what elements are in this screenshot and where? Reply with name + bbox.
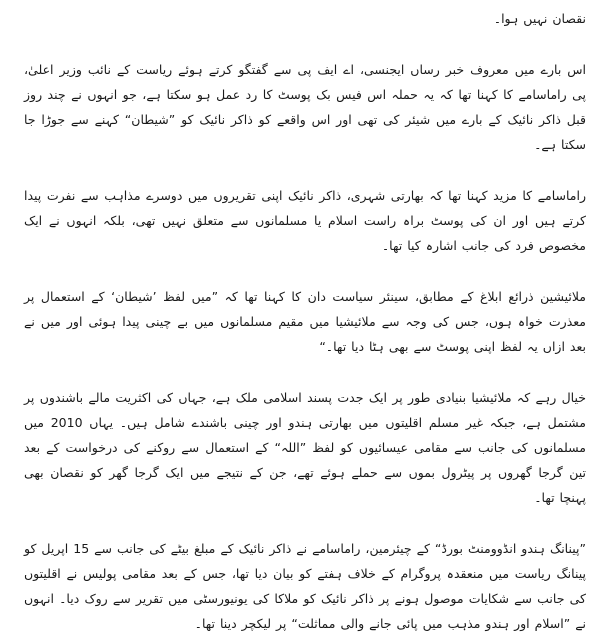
paragraph-gap bbox=[24, 157, 586, 183]
paragraph-3: راماسامے کا مزید کہنا تھا کہ بھارتی شہری، ذاکر نائیک اپنی تقریروں میں دوسرے مذاہب سے نفرت پیدا کرتے ہیں اور ان کی پوسٹ براہ راست اسلام یا مسلمانوں سے متعلق نہیں تھی، بلکہ انہوں نے ایک مخصوص فرد کی جانب اشارہ کیا تھا۔ bbox=[24, 188, 586, 253]
paragraph-gap bbox=[24, 510, 586, 536]
paragraph-1: نقصان نہیں ہوا۔ bbox=[493, 11, 586, 26]
paragraph-2: اس بارے میں معروف خبر رساں ایجنسی، اے ایف پی سے گفتگو کرتے ہوئے ریاست کے نائب وزیر اعلیٰ، پی راماسامے کا کہنا تھا کہ یہ حملہ اس فیس بک پوسٹ کا رد عمل ہو سکتا ہے، جو انہوں نے چند روز قبل ذاکر نائیک کے بارے میں شیئر کی تھی اور اس واقعے کو ذاکر نائیک کو ”شیطان“ کہنے سے جوڑا جا سکتا ہے۔ bbox=[24, 62, 586, 152]
paragraph-5: خیال رہے کہ ملائیشیا بنیادی طور پر ایک جدت پسند اسلامی ملک ہے، جہاں کی اکثریت مالے باشندوں پر مشتمل ہے، جبکہ غیر مسلم اقلیتوں میں بھارتی ہندو اور چینی باشندے شامل ہیں۔ یہاں 2010 میں مسلمانوں کی جانب سے مقامی عیسائیوں کو لفظ ”اللہ“ کے استعمال سے روکنے کی درخواست کے بعد تین گرجا گھروں پر پیٹرول بموں سے حملے ہوئے تھے، جن کے نتیجے میں ایک گرجا گھر کو نقصان بھی پہنچا تھا۔ bbox=[24, 390, 586, 505]
paragraph-gap bbox=[24, 31, 586, 57]
paragraph-6: ”پینانگ ہندو انڈوومنٹ بورڈ“ کے چیئرمین، راماسامے نے ذاکر نائیک کے مبلغ بیٹے کی جانب سے 15 اپریل کو پینانگ ریاست میں منعقدہ پروگرام کے خلاف ہفتے کو بیان دیا تھا، جس کے بعد مقامی پولیس نے اقلیتوں کی جانب سے شکایات موصول ہونے پر ذاکر نائیک کو ملاکا کی یونیورسٹی میں تقریر سے روک دیا۔ انہوں نے ”اسلام اور ہندو مذہب میں پائی جانے والی مماثلت“ پر لیکچر دینا تھا۔ bbox=[24, 541, 586, 631]
paragraph-gap bbox=[24, 359, 586, 385]
article-body bbox=[24, 0, 586, 631]
paragraph-gap bbox=[24, 258, 586, 284]
paragraph-4: ملائیشین ذرائع ابلاغ کے مطابق، سینئر سیاست دان کا کہنا تھا کہ ”میں لفظ ’شیطان‘ کے استعمال پر معذرت خواہ ہوں، جس کی وجہ سے ملائیشیا میں مقیم مسلمانوں میں بے چینی پیدا ہوئی اور میں نے بعد ازاں یہ لفظ اپنی پوسٹ سے بھی ہٹا دیا تھا۔“ bbox=[24, 289, 586, 354]
